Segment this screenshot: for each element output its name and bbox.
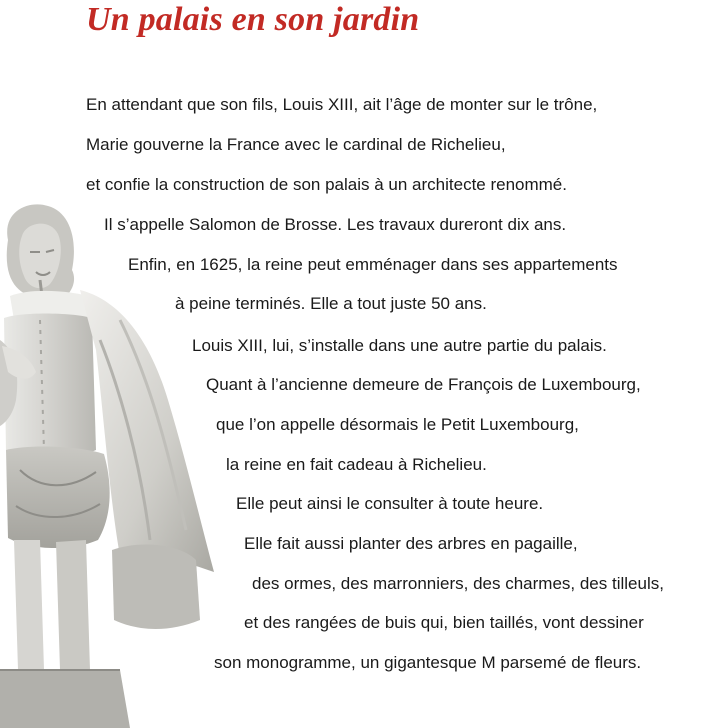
text-line: Elle fait aussi planter des arbres en pagaille, [244,534,578,553]
text-line: et confie la construction de son palais à un architecte renommé. [86,175,567,194]
text-line: des ormes, des marronniers, des charmes, des tilleuls, [252,574,664,593]
text-line: Louis XIII, lui, s’installe dans une autre partie du palais. [192,336,607,355]
page-title: Un palais en son jardin [86,1,420,38]
text-line: Il s’appelle Salomon de Brosse. Les travaux dureront dix ans. [104,215,567,234]
text-line: son monogramme, un gigantesque M parsemé de fleurs. [214,653,642,672]
text-line: Enfin, en 1625, la reine peut emménager dans ses appartements [128,255,618,274]
text-line: à peine terminés. Elle a tout juste 50 ans. [175,294,487,313]
text-line: que l’on appelle désormais le Petit Luxembourg, [216,415,579,434]
text-line: et des rangées de buis qui, bien taillés, vont dessiner [244,613,644,632]
text-line: la reine en fait cadeau à Richelieu. [226,455,487,474]
statue-illustration [0,200,230,728]
text-line: Marie gouverne la France avec le cardinal de Richelieu, [86,135,506,154]
text-line: Elle peut ainsi le consulter à toute heure. [236,494,544,513]
text-line: Quant à l’ancienne demeure de François de Luxembourg, [206,375,641,394]
text-line: En attendant que son fils, Louis XIII, ait l’âge de monter sur le trône, [86,95,598,114]
